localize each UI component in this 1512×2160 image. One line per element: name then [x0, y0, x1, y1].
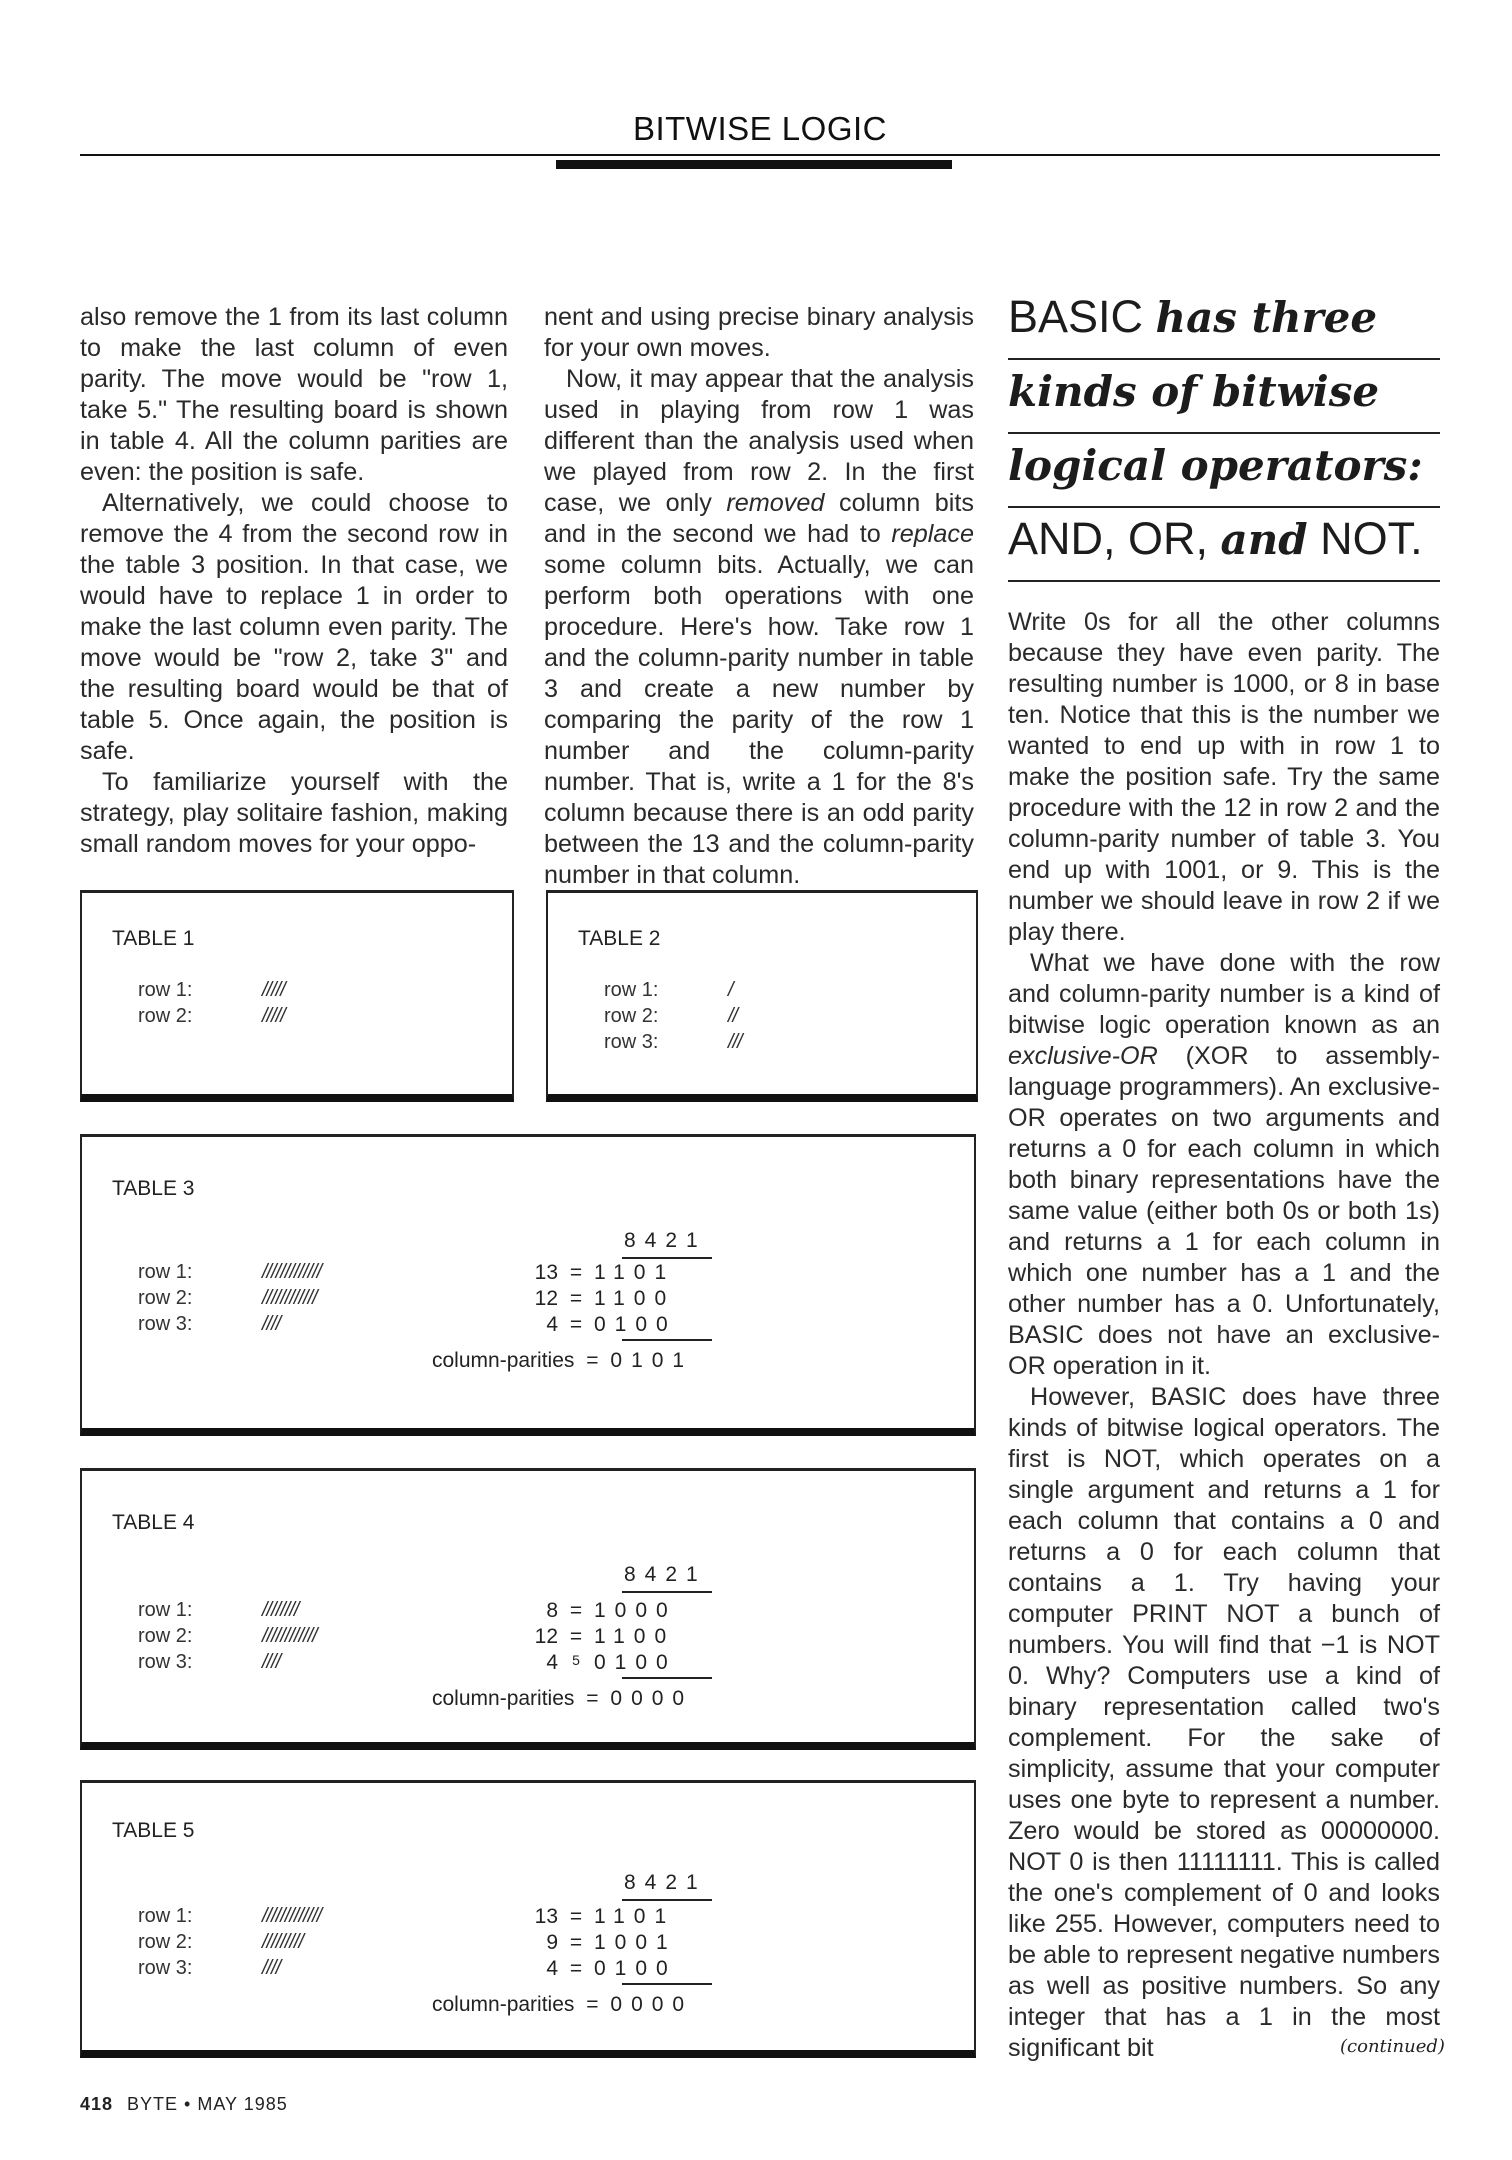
paragraph: However, BASIC does have three kinds of bitwise logical operators. The first is NOT, which operates on a single argument and returns a 1 for each column that contains a 0 and returns a 0 for each column that contains a 1. Try having your computer PRINT NOT a bunch of numbers. You will find that −1 is NOT 0. Why? Computers use a kind of binary representation called two's complement. For the sake of simplicity, assume that your computer uses one byte to represent a number. Zero would be stored as 00000000. NOT 0 is then 11111111. This is called the one's complement of 0 and looks like 255. However, computers need to be able to represent negative numbers as well as positive numbers. So any integer that has a 1 in the most significant bit: [1008, 1383, 1440, 2062]
header-underline: [622, 1257, 712, 1259]
page-footer: [80, 2094, 288, 2115]
continued-note: (continued): [1340, 2036, 1445, 2057]
paragraph: nent and using precise binary analysis for your own moves.: [544, 303, 974, 362]
table-3: [80, 1134, 976, 1436]
row-label: row 2:: [138, 1005, 193, 1027]
binary-row: 4 5 0100: [546, 1651, 677, 1674]
tally-marks: /////: [262, 979, 285, 1001]
running-header: BITWISE LOGIC: [632, 110, 888, 147]
table-title: TABLE 3: [112, 1177, 195, 1200]
table-4: [80, 1468, 976, 1750]
sum-underline: [622, 1677, 712, 1679]
table-title: TABLE 5: [112, 1819, 195, 1842]
binary-row: 13 = 1101: [534, 1905, 676, 1928]
pull-quote-line: kinds of bitwise: [1008, 360, 1440, 434]
row-label: row 2:: [138, 1625, 193, 1647]
tally-marks: //: [728, 1005, 738, 1027]
pull-quote-line: logical operators:: [1008, 434, 1440, 508]
row-label: row 1:: [604, 979, 659, 1001]
column-1: [80, 302, 508, 860]
tally-marks: ////////////: [262, 1625, 317, 1647]
binary-row: 12 = 1100: [534, 1625, 676, 1648]
row-label: row 3:: [604, 1031, 659, 1053]
table-1: [80, 890, 514, 1102]
tally-marks: ////: [262, 1313, 281, 1335]
binary-row: 8 = 1000: [546, 1599, 677, 1622]
row-label: row 1:: [138, 1261, 193, 1283]
row-label: row 3:: [138, 1651, 193, 1673]
table-title: TABLE 1: [112, 927, 195, 950]
parity-row: column-parities = 0000: [432, 1993, 694, 2016]
header-bar: [556, 160, 952, 169]
row-label: row 3:: [138, 1957, 193, 1979]
bit-weights-header: 8421: [624, 1871, 707, 1894]
sum-underline: [622, 1983, 712, 1985]
paragraph: What we have done with the row and column-parity number is a kind of bitwise logic operation known as an exclusive-OR (XOR to assembly-language programmers). An exclusive-OR operates on two arguments and returns a 0 for each column in which both binary representations have the same value (either both 0s or both 1s) and returns a 1 for each column in which one number has a 1 and the other number has a 0. Unfortunately, BASIC does not have an exclusive-OR operation in it.: [1008, 949, 1440, 1380]
tally-marks: /////////////: [262, 1261, 322, 1283]
tally-marks: ////: [262, 1957, 281, 1979]
sum-underline: [622, 1339, 712, 1341]
tally-marks: /////: [262, 1005, 285, 1027]
binary-row: 4 = 0100: [546, 1957, 677, 1980]
pull-quote: [1008, 286, 1440, 582]
table-title: TABLE 4: [112, 1511, 195, 1534]
table-2: [546, 890, 978, 1102]
binary-row: 4 = 0100: [546, 1313, 677, 1336]
table-5: [80, 1780, 976, 2058]
row-label: row 2:: [604, 1005, 659, 1027]
paragraph: To familiarize yourself with the strategy, play solitaire fashion, making small random moves for your oppo-: [80, 768, 508, 858]
binary-row: 13 = 1101: [534, 1261, 676, 1284]
page-number: 418: [80, 2094, 114, 2114]
paragraph: also remove the 1 from its last column to make the last column of even parity. The move would be "row 1, take 5." The resulting board is shown in table 4. All the column parities are even: the position is safe.: [80, 303, 508, 486]
header-rule: [80, 154, 1440, 156]
parity-row: column-parities = 0000: [432, 1687, 694, 1710]
tally-marks: /////////: [262, 1931, 304, 1953]
row-label: row 3:: [138, 1313, 193, 1335]
tally-marks: ///: [728, 1031, 742, 1053]
column-2: [544, 302, 974, 891]
binary-row: 12 = 1100: [534, 1287, 676, 1310]
tally-marks: ////: [262, 1651, 281, 1673]
header-underline: [622, 1899, 712, 1901]
paragraph: Write 0s for all the other columns because they have even parity. The resulting number is 1000, or 8 in base ten. Notice that this is the number we wanted to end up with in row 1 to make the position safe. Try the same procedure with the 12 in row 2 and the column-parity number of table 3. You end up with 1001, or 9. This is the number we should leave in row 2 if we play there.: [1008, 608, 1440, 946]
header-underline: [622, 1591, 712, 1593]
paragraph: Alternatively, we could choose to remove the 4 from the second row in the table 3 position. In that case, we would have to replace 1 in order to make the last column even parity. The move would be "row 2, take 3" and the resulting board would be that of table 5. Once again, the position is safe.: [80, 489, 508, 765]
tally-marks: ////////////: [262, 1287, 317, 1309]
tally-marks: /////////////: [262, 1905, 322, 1927]
row-label: row 2:: [138, 1287, 193, 1309]
bit-weights-header: 8421: [624, 1563, 707, 1586]
pull-quote-line: BASIC has three: [1008, 286, 1440, 360]
bit-weights-header: 8421: [624, 1229, 707, 1252]
tally-marks: /: [728, 979, 733, 1001]
row-label: row 1:: [138, 1905, 193, 1927]
row-label: row 1:: [138, 979, 193, 1001]
parity-row: column-parities = 0101: [432, 1349, 694, 1372]
pull-quote-line: AND, OR, and NOT.: [1008, 508, 1440, 582]
tally-marks: ////////: [262, 1599, 299, 1621]
row-label: row 1:: [138, 1599, 193, 1621]
magazine-issue: BYTE • MAY 1985: [127, 2094, 288, 2114]
paragraph: Now, it may appear that the analysis used in playing from row 1 was different than the analysis used when we played from row 2. In the first case, we only removed column bits and in the second we had to replace some column bits. Actually, we can perform both operations with one procedure. Here's how. Take row 1 and the column-parity number in table 3 and create a new number by comparing the parity of the row 1 number and the column-parity number. That is, write a 1 for the 8's column because there is an odd parity between the 13 and the column-parity number in that column.: [544, 365, 974, 889]
column-3: [1008, 607, 1440, 2064]
row-label: row 2:: [138, 1931, 193, 1953]
binary-row: 9 = 1001: [546, 1931, 677, 1954]
table-title: TABLE 2: [578, 927, 661, 950]
